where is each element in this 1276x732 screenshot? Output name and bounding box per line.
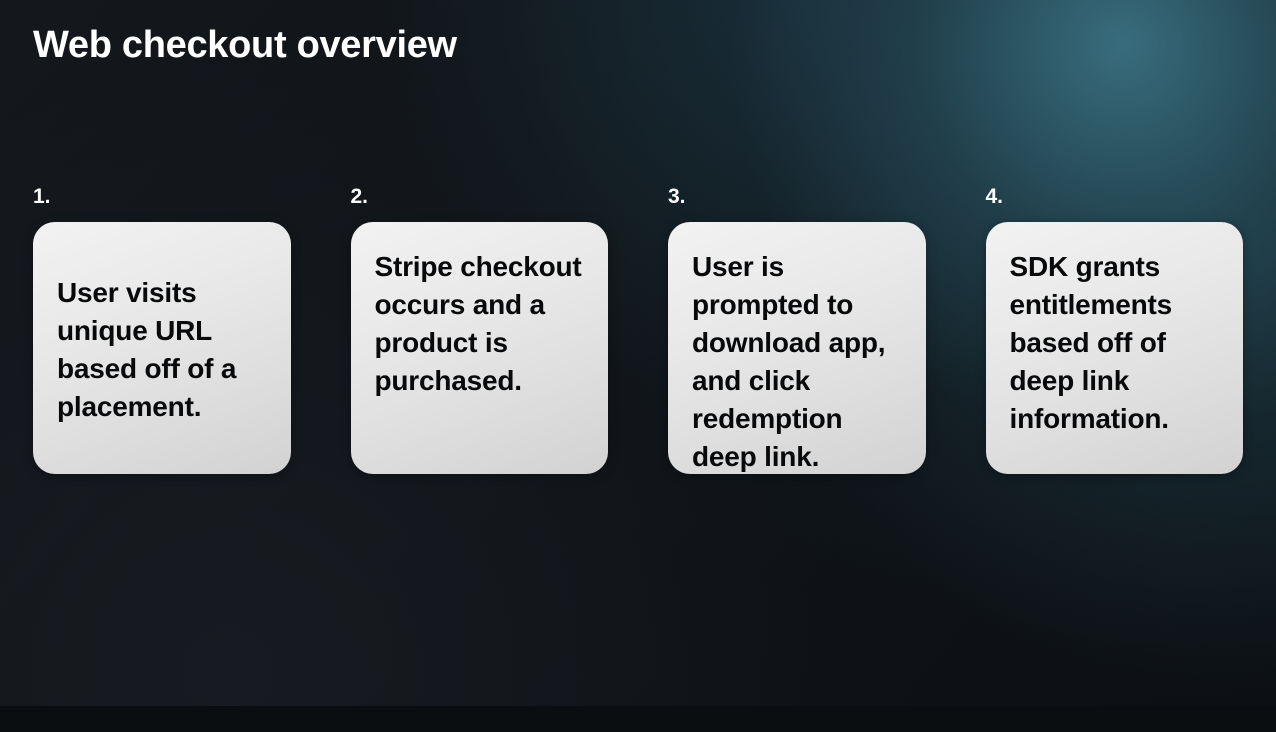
step-number-4: 4. bbox=[985, 185, 1004, 208]
step-number-3: 3. bbox=[668, 185, 686, 208]
step-card-2 bbox=[351, 222, 609, 474]
page-title: Web checkout overview bbox=[33, 24, 457, 66]
step-item-3 bbox=[668, 186, 926, 474]
step-item-1 bbox=[33, 186, 291, 474]
step-card-3 bbox=[668, 222, 926, 474]
step-item-4 bbox=[986, 186, 1244, 474]
step-card-1 bbox=[33, 222, 291, 474]
step-number-1: 1. bbox=[33, 185, 51, 208]
step-item-2 bbox=[351, 186, 609, 474]
step-card-text-4: SDK grants entitlements based off of deep link information. bbox=[1009, 251, 1173, 435]
step-number-2: 2. bbox=[350, 185, 369, 208]
step-card-text-1: User visits unique URL based off of a placement. bbox=[57, 276, 237, 423]
step-card-4 bbox=[986, 222, 1244, 474]
step-card-text-3: User is prompted to download app, and click redemption deep link. bbox=[692, 251, 886, 473]
steps-row bbox=[33, 186, 1243, 474]
step-card-text-2: Stripe checkout occurs and a product is purchased. bbox=[374, 251, 582, 397]
